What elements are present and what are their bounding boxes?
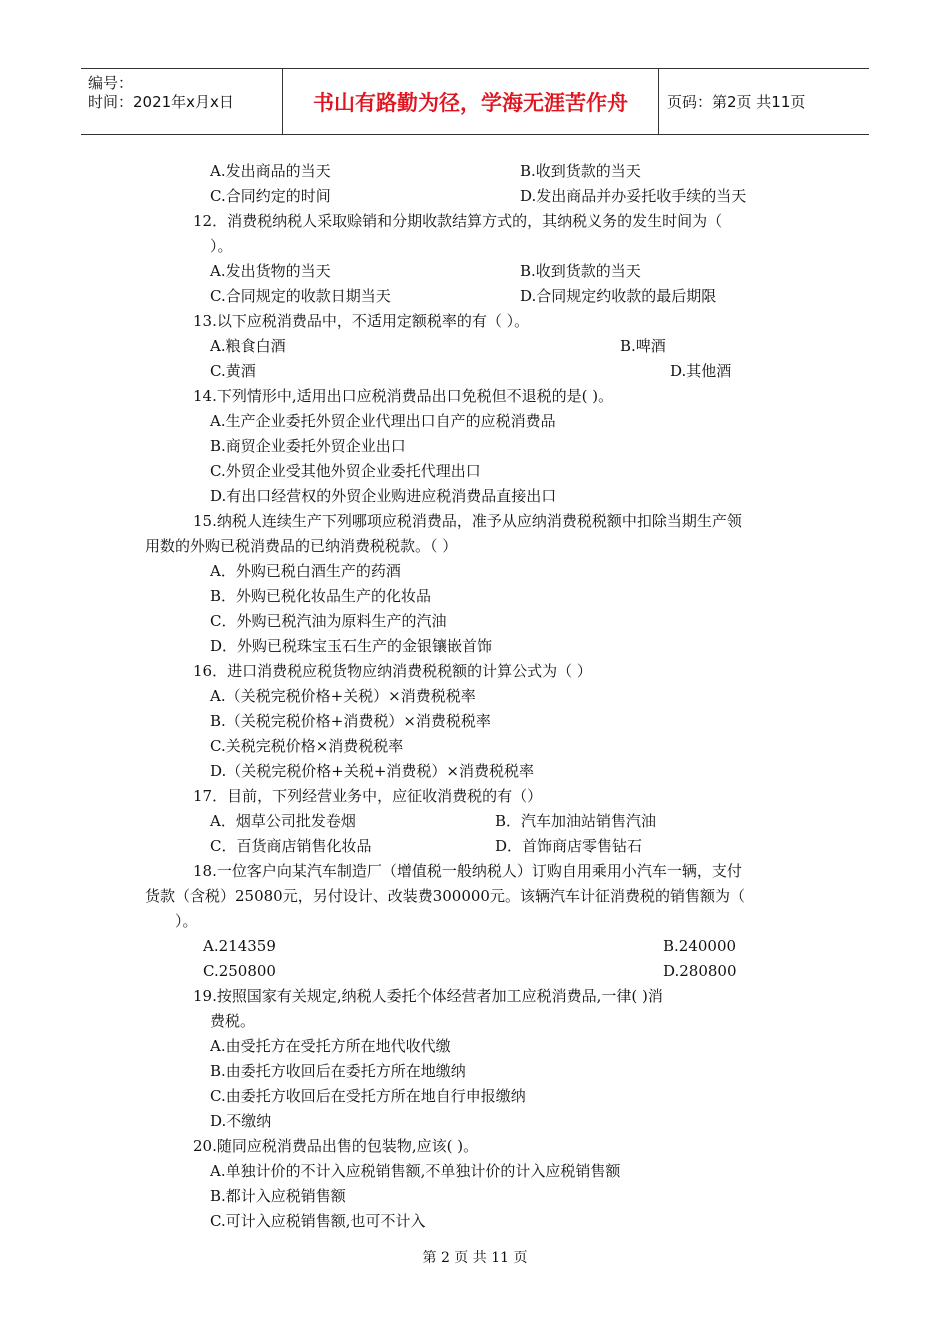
question-line: ）。	[175, 912, 198, 930]
question-line: 18.一位客户向某汽车制造厂（增值税一般纳税人）订购自用乘用小汽车一辆，支付	[193, 862, 742, 880]
question-line: 15.纳税人连续生产下列哪项应税消费品，准予从应纳消费税税额中扣除当期生产领	[193, 512, 742, 530]
header-info-cell	[81, 69, 283, 134]
option-line: B.由委托方收回后在委托方所在地缴纳	[210, 1062, 466, 1080]
option-line: A.生产企业委托外贸企业代理出口自产的应税消费品	[210, 412, 556, 430]
page-header	[81, 68, 869, 135]
option-line: A．外购已税白酒生产的药酒	[210, 562, 401, 580]
question-line: 16．进口消费税应税货物应纳消费税税额的计算公式为（ ）	[193, 662, 592, 680]
option-line: B.收到货款的当天	[520, 162, 641, 180]
option-line: C.由委托方收回后在受托方所在地自行申报缴纳	[210, 1087, 526, 1105]
header-motto: 书山有路勤为径，学海无涯苦作舟	[283, 69, 659, 134]
option-line: B．外购已税化妆品生产的化妆品	[210, 587, 432, 605]
option-line: D.合同规定约收款的最后期限	[520, 287, 717, 305]
document-date-label: 时间：2021年x月x日	[88, 93, 234, 111]
header-page-label: 页码：第2页 共11页	[667, 93, 806, 111]
question-line: 17．目前，下列经营业务中，应征收消费税的有（）	[193, 787, 543, 805]
option-line: B.啤酒	[620, 337, 666, 355]
option-line: A．烟草公司批发卷烟	[210, 812, 356, 830]
option-line: B.240000	[663, 937, 737, 955]
option-line: C.关税完税价格×消费税税率	[210, 737, 404, 755]
option-line: A.粮食白酒	[210, 337, 286, 355]
option-line: C.可计入应税销售额,也可不计入	[210, 1212, 426, 1230]
question-line: 19.按照国家有关规定,纳税人委托个体经营者加工应税消费品,一律( )消	[193, 987, 663, 1005]
option-line: D.不缴纳	[210, 1112, 272, 1130]
question-line: 货款（含税）25080元，另付设计、改装费300000元。该辆汽车计征消费税的销售额为（	[145, 887, 745, 905]
document-number-label: 编号：	[88, 74, 134, 92]
option-line: B.（关税完税价格+消费税）×消费税税率	[210, 712, 491, 730]
option-line: A.214359	[203, 937, 276, 955]
question-line: 用数的外购已税消费品的已纳消费税税款。（ ）	[145, 537, 458, 555]
option-line: A.（关税完税价格+关税）×消费税税率	[210, 687, 476, 705]
option-line: D.其他酒	[670, 362, 732, 380]
question-line: 12．消费税纳税人采取赊销和分期收款结算方式的，其纳税义务的发生时间为（	[193, 212, 723, 230]
option-line: A.发出货物的当天	[210, 262, 331, 280]
option-line: D．首饰商店零售钻石	[495, 837, 643, 855]
question-line: 费税。	[210, 1012, 256, 1030]
option-line: B.商贸企业委托外贸企业出口	[210, 437, 406, 455]
option-line: C．百货商店销售化妆品	[210, 837, 372, 855]
option-line: A.发出商品的当天	[210, 162, 331, 180]
question-line: 20.随同应税消费品出售的包装物,应该( )。	[193, 1137, 479, 1155]
option-line: B.收到货款的当天	[520, 262, 641, 280]
option-line: D.发出商品并办妥托收手续的当天	[520, 187, 747, 205]
option-line: D.280800	[663, 962, 737, 980]
option-line: C.合同约定的时间	[210, 187, 331, 205]
option-line: C.黄酒	[210, 362, 256, 380]
option-line: A.由受托方在受托方所在地代收代缴	[210, 1037, 451, 1055]
option-line: D.（关税完税价格+关税+消费税）×消费税税率	[210, 762, 534, 780]
option-line: A.单独计价的不计入应税销售额,不单独计价的计入应税销售额	[210, 1162, 621, 1180]
option-line: C.合同规定的收款日期当天	[210, 287, 391, 305]
option-line: D.有出口经营权的外贸企业购进应税消费品直接出口	[210, 487, 557, 505]
option-line: B．汽车加油站销售汽油	[495, 812, 657, 830]
question-line: 13.以下应税消费品中，不适用定额税率的有（ ）。	[193, 312, 530, 330]
question-line: 14.下列情形中,适用出口应税消费品出口免税但不退税的是( )。	[193, 387, 614, 405]
option-line: C.外贸企业受其他外贸企业委托代理出口	[210, 462, 481, 480]
option-line: D．外购已税珠宝玉石生产的金银镶嵌首饰	[210, 637, 493, 655]
option-line: C．外购已税汽油为原料生产的汽油	[210, 612, 447, 630]
question-line: ）。	[210, 237, 233, 255]
option-line: C.250800	[203, 962, 276, 980]
option-line: B.都计入应税销售额	[210, 1187, 346, 1205]
page-footer: 第 2 页 共 11 页	[422, 1250, 528, 1266]
